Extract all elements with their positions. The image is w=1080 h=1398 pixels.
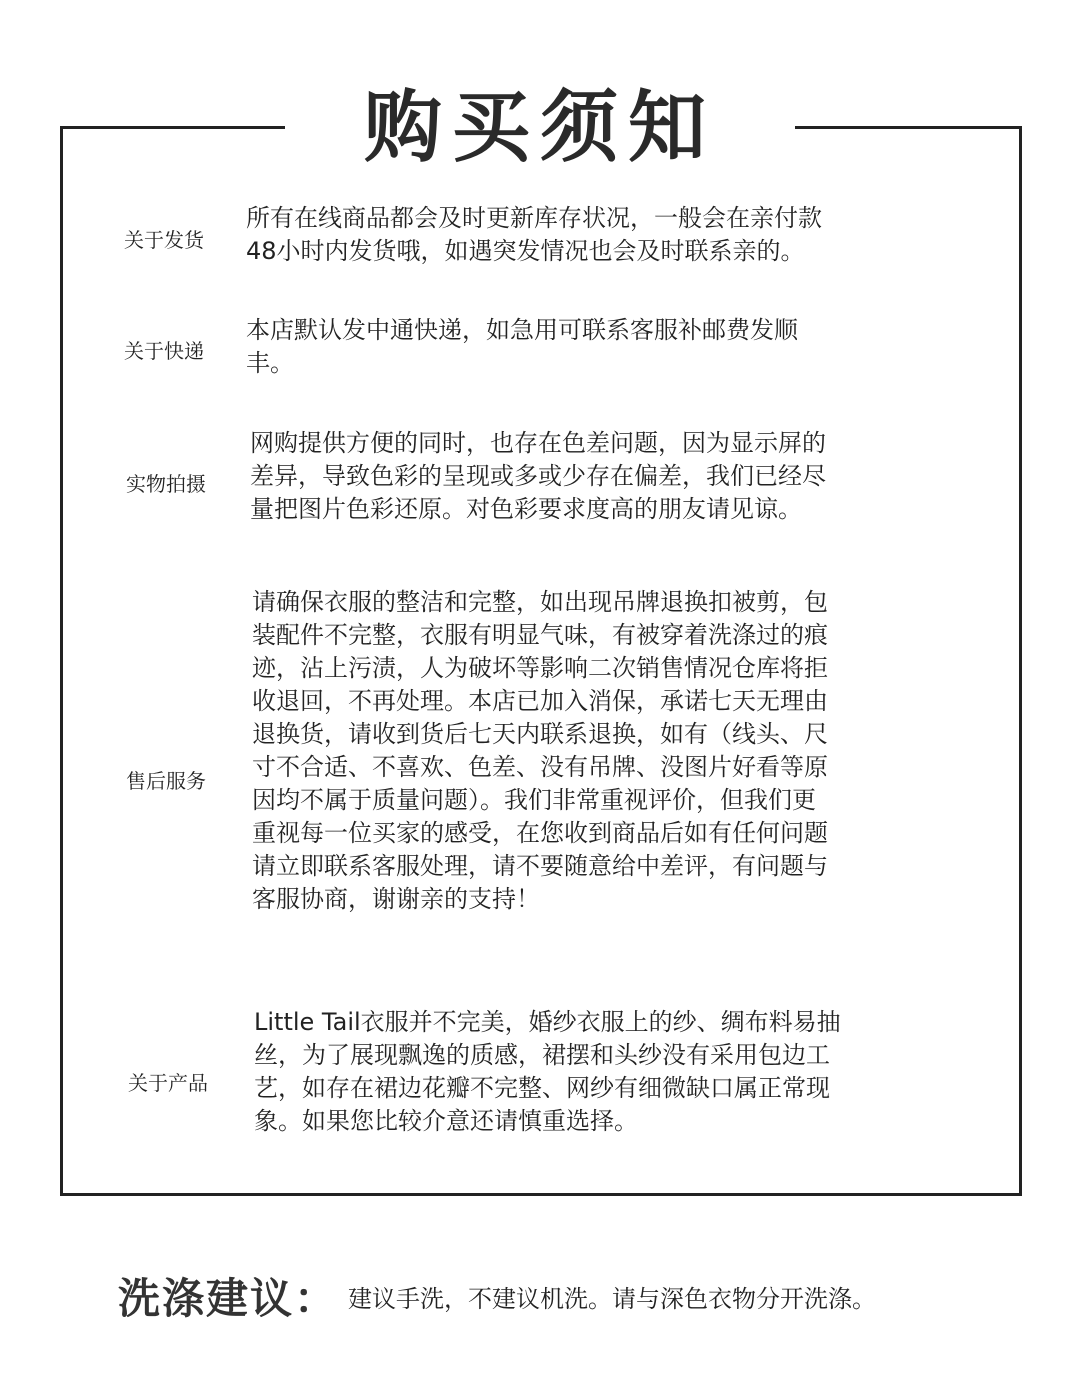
washing-text: 建议手洗，不建议机洗。请与深色衣物分开洗涤。 — [348, 1284, 877, 1313]
section-text-photos: 网购提供方便的同时，也存在色差问题，因为显示屏的 差异，导致色彩的呈现或多或少存在偏差，我们已经尽 量把图片色彩还原。对色彩要求度高的朋友请见谅。 — [250, 429, 826, 523]
section-label-after-sales: 售后服务 — [126, 769, 206, 793]
section-label-shipping: 关于发货 — [124, 228, 204, 252]
section-text-product: Little Tail衣服并不完美，婚纱衣服上的纱、绸布料易抽 丝，为了展现飘逸的质感，裙摆和头纱没有采用包边工 艺，如存在裙边花瓣不完整、网纱有细微缺口属正常现 象。如果您比较介意还请慎重选择。 — [254, 1008, 841, 1135]
page-title: 购买须知 — [363, 83, 716, 173]
section-label-product: 关于产品 — [128, 1071, 208, 1095]
section-label-photos: 实物拍摄 — [126, 472, 206, 496]
section-label-courier: 关于快递 — [124, 339, 204, 363]
section-text-courier: 本店默认发中通快递，如急用可联系客服补邮费发顺 丰。 — [246, 316, 798, 377]
section-text-after-sales: 请确保衣服的整洁和完整，如出现吊牌退换扣被剪，包 装配件不完整，衣服有明显气味，有被穿着洗涤过的痕 迹，沾上污渍，人为破坏等影响二次销售情况仓库将拒 收退回，不再处理。本店已加入消保，承诺七天无理由 退换货，请收到货后七天内联系退换，如有（线头、尺 寸不合适、不喜欢、色差、没有吊牌、没图片好看等原 因均不属于质量问题）。我们非常重视评价，但我们更 重视每一位买家的感受，在您收到商品后如有任何问题 请立即联系客服处理，请不要随意给中差评，有问题与 客服协商，谢谢亲的支持！ — [252, 588, 828, 913]
section-text-shipping: 所有在线商品都会及时更新库存状况，一般会在亲付款 48小时内发货哦，如遇突发情况也会及时联系亲的。 — [246, 204, 822, 265]
washing-advice — [118, 1266, 876, 1326]
washing-heading: 洗涤建议： — [118, 1274, 339, 1323]
